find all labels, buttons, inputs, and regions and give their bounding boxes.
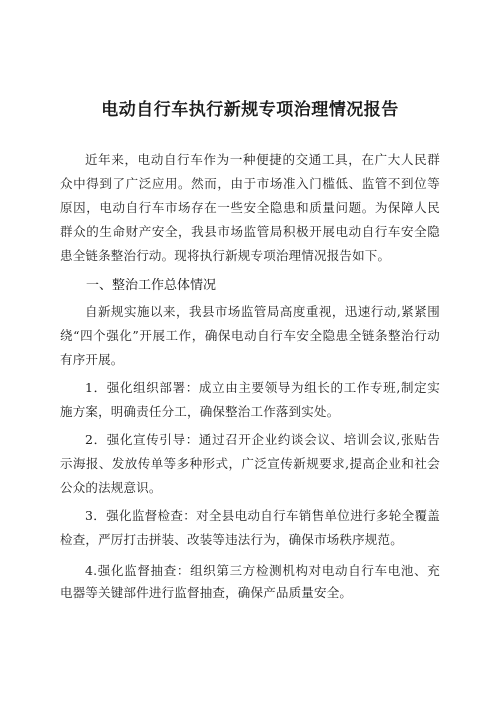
section-summary-paragraph: 自新规实施以来，我县市场监管局高度重视，迅速行动,紧紧围绕“四个强化”开展工作，确保电动自行车安全隐患全链条整治行动有序开展。: [60, 304, 440, 367]
list-item-publicity: 2．强化宣传引导：通过召开企业约谈会议、培训会议,张贴告示海报、发放传单等多种形式，广泛宣传新规要求,提高企业和社会公众的法规意识。: [60, 432, 440, 495]
list-item-sampling: 4.强化监督抽查：组织第三方检测机构对电动自行车电池、充电器等关键部件进行监督抽查，确保产品质量安全。: [60, 563, 440, 600]
intro-paragraph: 近年来，电动自行车作为一种便捷的交通工具，在广大人民群众中得到了广泛应用。然而，由于市场准入门槛低、监管不到位等原因，电动自行车市场存在一些安全隐患和质量问题。为保障人民群众的生命财产安全，我县市场监管局积极开展电动自行车安全隐患全链条整治行动。现将执行新规专项治理情况报告如下。: [60, 152, 440, 263]
section-heading: 一、整治工作总体情况: [86, 278, 217, 293]
document-title: 电动自行车执行新规专项治理情况报告: [101, 100, 399, 120]
list-item-inspection: 3．强化监督检查：对全县电动自行车销售单位进行多轮全覆盖检查，严厉打击拼装、改装等违法行为，确保市场秩序规范。: [60, 508, 440, 547]
document-body: [60, 148, 440, 604]
list-item-organization: 1．强化组织部署：成立由主要领导为组长的工作专班,制定实施方案，明确责任分工，确保整治工作落到实处。: [60, 380, 440, 419]
